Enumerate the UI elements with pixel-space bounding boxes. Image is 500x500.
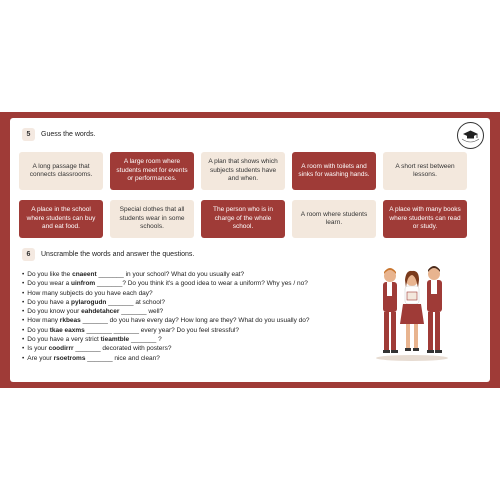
question-text: _______? Do you think it's a good idea to wear a uniform? Why yes / no?	[95, 280, 308, 288]
question-item	[22, 298, 352, 307]
question-text: _______ in your school? What do you usually eat?	[96, 271, 245, 278]
question-text: _______ well?	[119, 308, 164, 316]
question-text: Do you	[27, 326, 50, 334]
definition-box: A place in the school where students can buy and eat food.	[19, 200, 103, 238]
question-text: Is your	[27, 345, 49, 353]
section-6-number: 6	[22, 248, 35, 261]
question-text: Do you wear a	[27, 280, 71, 288]
question-text: Are your	[27, 354, 54, 362]
question-text: Do you know your	[27, 308, 82, 316]
definition-box: The person who is in charge of the whole school.	[201, 200, 285, 238]
scrambled-word: eahdetahcer	[81, 308, 120, 316]
question-item	[22, 344, 352, 353]
question-text: _______ decorated with posters?	[73, 345, 172, 353]
question-item	[22, 316, 352, 325]
definition-box: A large room where students meet for events or performances.	[110, 152, 194, 190]
question-item	[22, 354, 352, 363]
question-item	[22, 279, 352, 288]
section-5-title: Guess the words.	[41, 131, 96, 138]
scrambled-word: pylarogudn	[71, 298, 107, 306]
definition-box: A place with many books where students can read or study.	[383, 200, 467, 238]
definition-box: A long passage that connects classrooms.	[19, 152, 103, 190]
question-text: Do you have a	[27, 298, 72, 306]
definition-box: Special clothes that all students wear in some schools.	[110, 200, 194, 238]
definition-box: A plan that shows which subjects students have and when.	[201, 152, 285, 190]
scrambled-word: tkae eaxms	[49, 326, 85, 334]
question-text: _______ nice and clean?	[85, 354, 160, 362]
question-item	[22, 289, 352, 298]
scrambled-word: coodirrr	[48, 345, 74, 353]
question-item	[22, 326, 352, 335]
scrambled-word: tieamtble	[100, 336, 130, 344]
definition-box: A room with toilets and sinks for washing hands.	[292, 152, 376, 190]
question-item	[22, 270, 352, 279]
section-5-number: 5	[22, 128, 35, 141]
question-text: _______ do you have every day? How long are they? What do you usually do?	[80, 317, 310, 325]
question-text: Do you have a very strict	[27, 336, 101, 344]
question-text: _______ at school?	[106, 298, 165, 306]
question-text: _______ ?	[129, 336, 162, 344]
scrambled-word: cnaeent	[72, 271, 97, 278]
question-text: _______ _______ every year? Do you feel stressful?	[84, 326, 240, 334]
question-text: How many subjects do you have each day?	[27, 289, 153, 297]
graduation-cap-logo-icon	[457, 122, 484, 149]
students-reading-illustration	[372, 262, 452, 362]
scrambled-word: rsoetroms	[53, 354, 86, 362]
scrambled-word: uinfrom	[71, 280, 96, 288]
question-text: How many	[27, 317, 60, 325]
question-text: Do you like the	[27, 271, 73, 278]
question-item	[22, 335, 352, 344]
definition-box: A room where students learn.	[292, 200, 376, 238]
question-list	[22, 270, 352, 363]
definition-box: A short rest between lessons.	[383, 152, 467, 190]
scrambled-word: rkbeas	[59, 317, 81, 325]
question-item	[22, 307, 352, 316]
section-6-title: Unscramble the words and answer the questions.	[41, 251, 195, 258]
